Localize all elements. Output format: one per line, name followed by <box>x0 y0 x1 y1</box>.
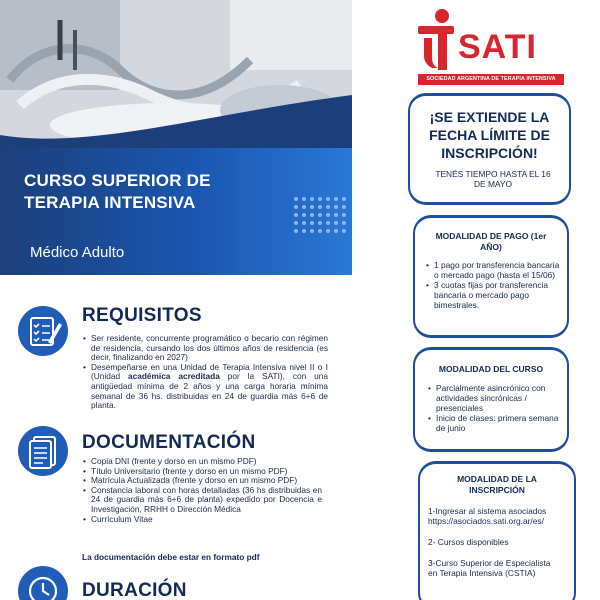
clock-icon <box>18 566 68 600</box>
requisitos-title: REQUISITOS <box>82 305 202 326</box>
list-item: • Título Universitario (frente y dorso en un mismo PDF) <box>82 467 322 477</box>
list-item: • 1 pago por transferencia bancaria o mercado pago (hasta el 15/06) <box>426 260 560 280</box>
deadline-card <box>408 93 571 205</box>
registration-step-1: 1-Ingresar al sistema asociados https://asociados.sati.org.ar/es/ <box>428 506 547 527</box>
dot-grid-decoration <box>293 196 349 240</box>
list-item: • Currículum Vitae <box>82 515 322 525</box>
duracion-title: DURACIÓN <box>82 580 187 600</box>
list-item: • 3 cuotas fijas por transferencia bancaria o mercado pago bimestrales. <box>426 280 560 310</box>
sati-wordmark: SATI <box>458 28 537 66</box>
registration-step-2: 2- Cursos disponibles <box>428 537 509 547</box>
registration-card <box>418 461 576 600</box>
course-mode-card <box>413 347 569 452</box>
documentacion-title: DOCUMENTACIÓN <box>82 432 256 453</box>
list-item: • Matrícula Actualizada (frente y dorso en un mismo PDF) <box>82 476 322 486</box>
course-title: CURSO SUPERIOR DE TERAPIA INTENSIVA <box>24 171 211 212</box>
list-item: • Desempeñarse en una Unidad de Terapia Intensiva nivel II o I (Unidad académica acreditada por la SATI), con una antigüedad mínima de 2 años y una carga horaria mínima semanal de 36 hs. distribuidas en 24 de guardia más 6+6 de planta. <box>82 363 328 411</box>
deadline-text: TENÉS TIEMPO HASTA EL 16 DE MAYO <box>435 169 551 190</box>
list-item: • Parcialmente asincrónico con actividades sincrónicas / presenciales <box>428 383 560 413</box>
deadline-headline: ¡SE EXTIENDE LA FECHA LÍMITE DE INSCRIPCIÓN! <box>429 109 550 161</box>
payment-list <box>426 260 560 310</box>
list-item: • Inicio de clases: primera semana de junio <box>428 413 560 433</box>
documentacion-list <box>82 457 322 524</box>
sati-org-name: SOCIEDAD ARGENTINA DE TERAPIA INTENSIVA <box>418 74 564 85</box>
documentacion-note: La documentación debe estar en formato pdf <box>82 552 260 562</box>
registration-step-3: 3-Curso Superior de Especialista en Terapia Intensiva (CSTIA) <box>428 558 551 579</box>
hero-banner <box>0 0 352 275</box>
course-subtitle: Médico Adulto <box>30 244 125 261</box>
payment-card <box>413 215 569 338</box>
sati-logo-mark <box>418 8 458 70</box>
list-item: • Ser residente, concurrente programático o becario con régimen de residencia, cursando los dos últimos años de residencia (es decir, finalizando en 2027) <box>82 334 328 363</box>
list-item: • Constancia laboral con horas detalladas (36 hs distribuidas en 24 de guardia más 6+6 de planta) expedido por Docencia e Investigación, RRHH o Dirección Médica <box>82 486 322 515</box>
document-icon <box>18 426 68 476</box>
course-mode-list <box>428 383 560 433</box>
registration-title: MODALIDAD DE LA INSCRIPCIÓN <box>457 474 537 495</box>
sati-logo <box>416 8 566 86</box>
list-item: • Copia DNI (frente y dorso en un mismo PDF) <box>82 457 322 467</box>
payment-title: MODALIDAD DE PAGO (1er AÑO) <box>435 231 547 252</box>
course-mode-title: MODALIDAD DEL CURSO <box>438 364 544 374</box>
checklist-icon <box>18 306 68 356</box>
requisitos-list <box>82 334 328 411</box>
